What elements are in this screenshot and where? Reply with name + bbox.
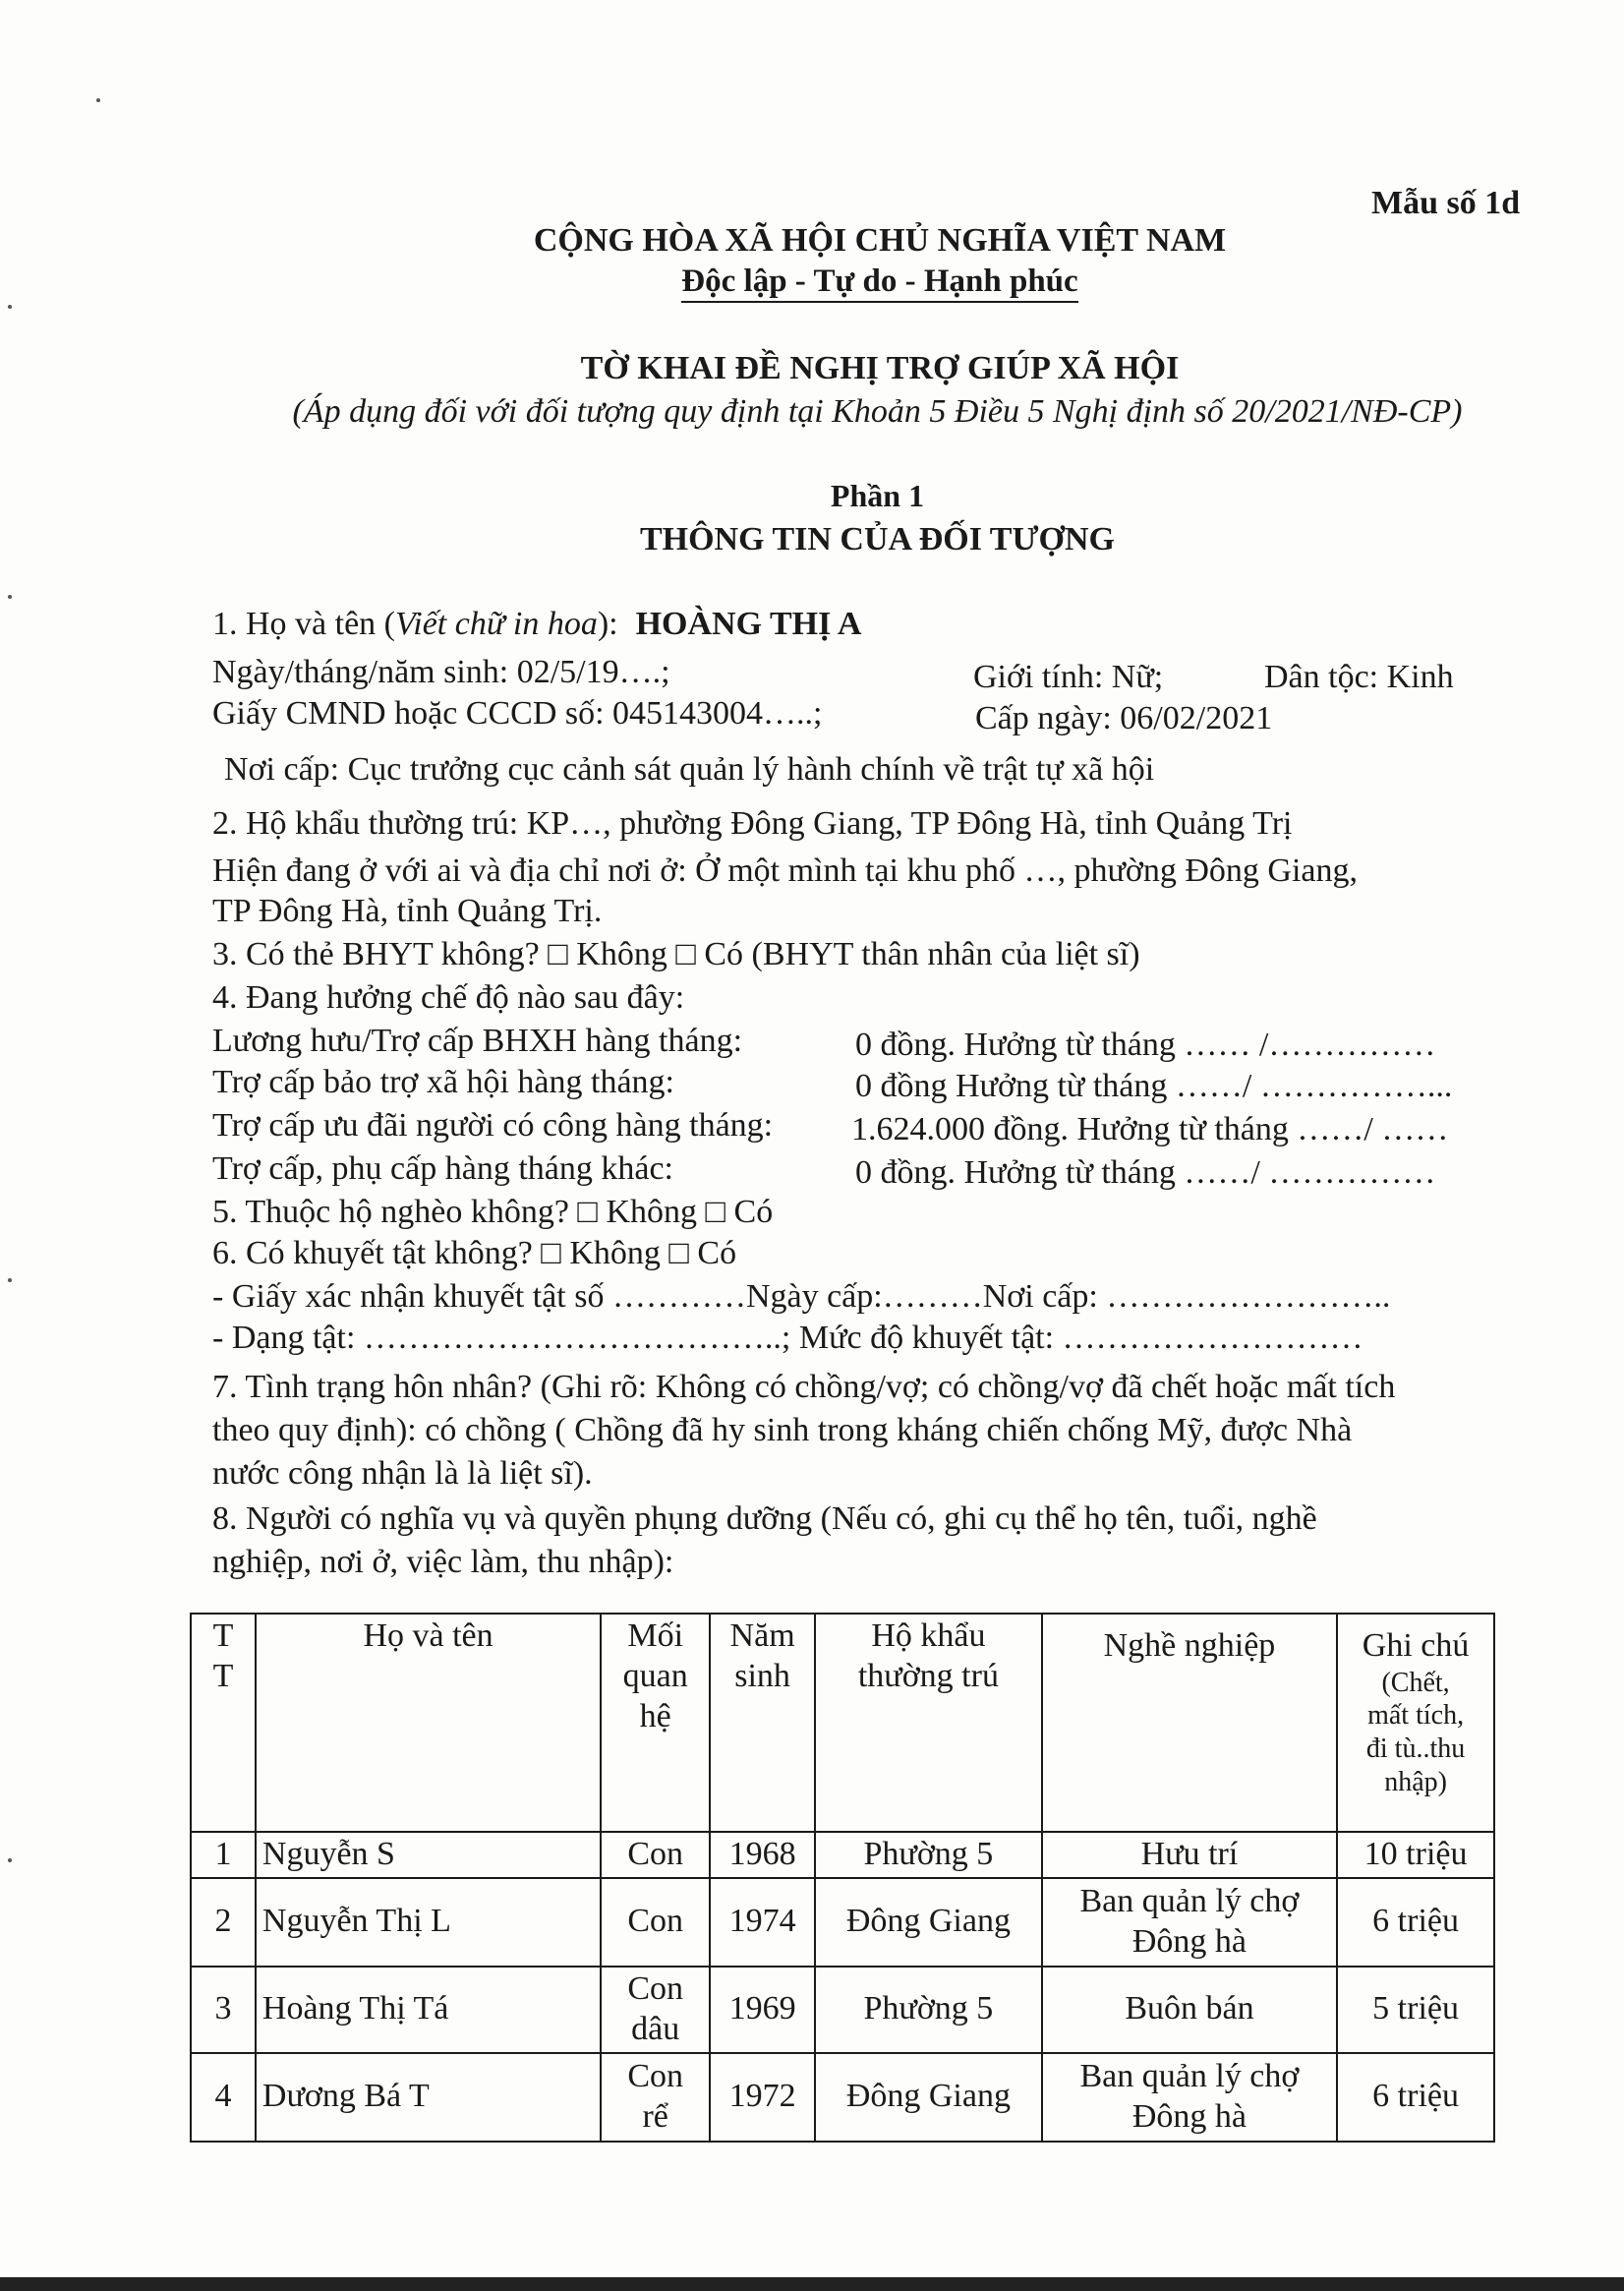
cell-birth-year: 1969 [710, 1967, 815, 2053]
cell-birth-year: 1968 [710, 1832, 815, 1878]
cell-note: 10 triệu [1337, 1832, 1494, 1878]
marital-status-3: nước công nhận là là liệt sĩ). [212, 1455, 593, 1492]
caretakers-table [190, 1613, 1495, 2143]
disability-type: - Dạng tật: ………………………………..; Mức độ khuyết tật: ……………………… [212, 1320, 1363, 1356]
cell-birth-year: 1974 [710, 1878, 815, 1967]
name-label-end: ): [597, 606, 618, 642]
caretakers-2: nghiệp, nơi ở, việc làm, thu nhập): [212, 1544, 674, 1580]
part-number: Phần 1 [830, 478, 925, 513]
cell-relation: Con rể [601, 2053, 710, 2142]
cell-tt: 1 [191, 1832, 256, 1878]
residence: 2. Hộ khẩu thường trú: KP…, phường Đông Giang, TP Đông Hà, tỉnh Quảng Trị [212, 805, 1293, 842]
benefit-label: Trợ cấp, phụ cấp hàng tháng khác: [212, 1150, 673, 1187]
insurance: 3. Có thẻ BHYT không? □ Không □ Có (BHYT thân nhân của liệt sĩ) [212, 936, 1140, 972]
cell-note: 6 triệu [1337, 2053, 1494, 2142]
cell-job: Buôn bán [1042, 1967, 1337, 2053]
marital-status-1: 7. Tình trạng hôn nhân? (Ghi rõ: Không có chồng/vợ; có chồng/vợ đã chết hoặc mất tích [212, 1369, 1396, 1405]
living-with-1: Hiện đang ở với ai và địa chỉ nơi ở: Ở một mình tại khu phố …, phường Đông Giang, [212, 852, 1359, 889]
name-label: 1. Họ và tên ( [212, 606, 396, 642]
cell-name: Nguyễn S [256, 1832, 601, 1878]
nation-title: CỘNG HÒA XÃ HỘI CHỦ NGHĨA VIỆT NAM [533, 222, 1227, 259]
cell-job: Ban quản lý chợ Đông hà [1042, 1878, 1337, 1967]
scan-speck [96, 98, 100, 102]
header-job: Nghề nghiệp [1042, 1614, 1337, 1832]
header-tt: T T [191, 1614, 256, 1832]
name-hint: Viết chữ in hoa [395, 606, 598, 642]
table-row [191, 1967, 1494, 2053]
cell-relation: Con [601, 1878, 710, 1967]
header-name: Họ và tên [256, 1614, 601, 1832]
benefit-label: Trợ cấp bảo trợ xã hội hàng tháng: [212, 1064, 675, 1100]
benefit-value: 0 đồng Hưởng từ tháng ……/ ……………... [855, 1068, 1453, 1104]
scan-speck [8, 595, 12, 599]
scan-speck [8, 1858, 12, 1862]
cell-residence: Phường 5 [815, 1832, 1042, 1878]
cell-tt: 3 [191, 1967, 256, 2053]
table-row [191, 2053, 1494, 2142]
header-birth-year: Năm sinh [710, 1614, 815, 1832]
name-line [212, 606, 861, 643]
table-row [191, 1878, 1494, 1967]
cell-residence: Đông Giang [815, 2053, 1042, 2142]
cell-tt: 4 [191, 2053, 256, 2142]
benefit-label: Trợ cấp ưu đãi người có công hàng tháng: [212, 1107, 774, 1144]
benefit-value: 0 đồng. Hưởng từ tháng ……/ …………… [855, 1154, 1436, 1191]
caretakers-1: 8. Người có nghĩa vụ và quyền phụng dưỡng (Nếu có, ghi cụ thể họ tên, tuổi, nghề [212, 1500, 1317, 1537]
cell-residence: Phường 5 [815, 1967, 1042, 2053]
scan-speck [8, 1278, 12, 1282]
disability-cert: - Giấy xác nhận khuyết tật số …………Ngày cấp:………Nơi cấp: …………………….. [212, 1278, 1391, 1315]
cell-birth-year: 1972 [710, 2053, 815, 2142]
gender: Giới tính: Nữ; [973, 659, 1164, 695]
document-title: TỜ KHAI ĐỀ NGHỊ TRỢ GIÚP XÃ HỘI [580, 350, 1180, 386]
part-title: THÔNG TIN CỦA ĐỐI TƯỢNG [639, 521, 1115, 558]
motto-text: Độc lập - Tự do - Hạnh phúc [681, 264, 1077, 303]
form-number: Mẫu số 1d [1371, 185, 1521, 221]
cell-note: 5 triệu [1337, 1967, 1494, 2053]
issue-date: Cấp ngày: 06/02/2021 [975, 700, 1273, 736]
id-number: Giấy CMND hoặc CCCD số: 045143004…..; [212, 695, 823, 732]
table-row [191, 1832, 1494, 1878]
motto [0, 264, 1624, 300]
cell-name: Hoàng Thị Tá [256, 1967, 601, 2053]
cell-job: Ban quản lý chợ Đông hà [1042, 2053, 1337, 2142]
name-value: HOÀNG THỊ A [635, 606, 862, 642]
benefit-value: 1.624.000 đồng. Hưởng từ tháng ……/ …… [851, 1111, 1449, 1147]
cell-relation: Con dâu [601, 1967, 710, 2053]
marital-status-2: theo quy định): có chồng ( Chồng đã hy sinh trong kháng chiến chống Mỹ, được Nhà [212, 1412, 1353, 1448]
scan-speck [8, 305, 12, 309]
cell-note: 6 triệu [1337, 1878, 1494, 1967]
cell-tt: 2 [191, 1878, 256, 1967]
header-note: Ghi chú (Chết, mất tích, đi tù..thu nhập) [1337, 1614, 1494, 1832]
table-header-row [191, 1614, 1494, 1832]
cell-name: Dương Bá T [256, 2053, 601, 2142]
dob: Ngày/tháng/năm sinh: 02/5/19….; [212, 654, 670, 690]
issue-place: Nơi cấp: Cục trưởng cục cảnh sát quản lý hành chính về trật tự xã hội [224, 751, 1155, 788]
document-subtitle: (Áp dụng đối với đối tượng quy định tại Khoản 5 Điều 5 Nghị định số 20/2021/NĐ-CP) [292, 393, 1463, 430]
ethnicity: Dân tộc: Kinh [1264, 659, 1454, 695]
benefit-label: Lương hưu/Trợ cấp BHXH hàng tháng: [212, 1023, 743, 1059]
header-relation: Mối quan hệ [601, 1614, 710, 1832]
benefits-heading: 4. Đang hưởng chế độ nào sau đây: [212, 979, 685, 1016]
scan-bottom-edge [0, 2277, 1624, 2291]
cell-residence: Đông Giang [815, 1878, 1042, 1967]
header-residence: Hộ khẩu thường trú [815, 1614, 1042, 1832]
benefit-value: 0 đồng. Hưởng từ tháng …… /…………… [855, 1027, 1436, 1063]
living-with-2: TP Đông Hà, tỉnh Quảng Trị. [212, 893, 603, 929]
cell-relation: Con [601, 1832, 710, 1878]
poor-household: 5. Thuộc hộ nghèo không? □ Không □ Có [212, 1194, 774, 1230]
cell-job: Hưu trí [1042, 1832, 1337, 1878]
disability: 6. Có khuyết tật không? □ Không □ Có [212, 1235, 737, 1271]
cell-name: Nguyễn Thị L [256, 1878, 601, 1967]
